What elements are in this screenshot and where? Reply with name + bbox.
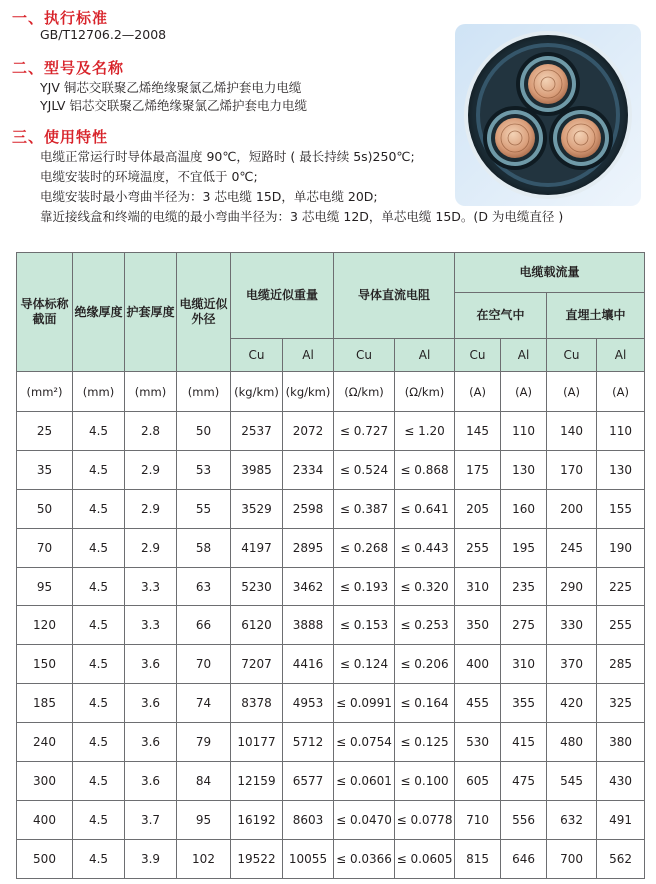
table-cell: 370 (547, 645, 597, 684)
table-cell: ≤ 0.206 (395, 645, 455, 684)
table-cell: 632 (547, 800, 597, 839)
table-cell: 3462 (283, 567, 334, 606)
header-outer-diameter: 电缆近似外径 (177, 253, 231, 372)
table-cell: 4.5 (73, 450, 125, 489)
header-section-area: 导体标称截面 (17, 253, 73, 372)
table-row (17, 645, 645, 684)
table-cell: 10055 (283, 839, 334, 878)
table-cell: 245 (547, 528, 597, 567)
table-cell: 605 (455, 762, 501, 801)
model-line-yjv: YJV 铜芯交联聚乙烯绝缘聚氯乙烯护套电力电缆 (40, 80, 302, 95)
table-cell: ≤ 0.125 (395, 723, 455, 762)
table-cell: 2334 (283, 450, 334, 489)
table-cell: ≤ 1.20 (395, 412, 455, 451)
table-cell: ≤ 0.0991 (334, 684, 395, 723)
table-cell: 225 (597, 567, 645, 606)
table-cell: 255 (597, 606, 645, 645)
table-cell: ≤ 0.0470 (334, 800, 395, 839)
header-weight-cu: Cu (231, 339, 283, 372)
table-cell: 2537 (231, 412, 283, 451)
table-cell: 2.9 (125, 528, 177, 567)
unit-cell: (Ω/km) (395, 372, 455, 412)
unit-cell: (A) (501, 372, 547, 412)
unit-cell: (mm²) (17, 372, 73, 412)
table-cell: 4953 (283, 684, 334, 723)
table-cell: 330 (547, 606, 597, 645)
table-cell: 380 (597, 723, 645, 762)
table-cell: 556 (501, 800, 547, 839)
table-cell: 530 (455, 723, 501, 762)
header-dc-resistance: 导体直流电阻 (334, 253, 455, 339)
table-cell: ≤ 0.193 (334, 567, 395, 606)
table-cell: 4.5 (73, 723, 125, 762)
table-cell: 110 (597, 412, 645, 451)
table-cell: 55 (177, 489, 231, 528)
table-row (17, 450, 645, 489)
table-cell: 4.5 (73, 567, 125, 606)
header-in-air: 在空气中 (455, 293, 547, 339)
table-cell: ≤ 0.164 (395, 684, 455, 723)
table-cell: 400 (17, 800, 73, 839)
table-cell: ≤ 0.0778 (395, 800, 455, 839)
table-cell: 19522 (231, 839, 283, 878)
table-cell: 6120 (231, 606, 283, 645)
table-cell: 545 (547, 762, 597, 801)
table-cell: 710 (455, 800, 501, 839)
header-weight-al: Al (283, 339, 334, 372)
table-cell: 420 (547, 684, 597, 723)
table-cell: 190 (597, 528, 645, 567)
table-cell: ≤ 0.268 (334, 528, 395, 567)
table-cell: 50 (17, 489, 73, 528)
table-cell: 4.5 (73, 645, 125, 684)
table-cell: 4.5 (73, 839, 125, 878)
standard-code: GB/T12706.2—2008 (40, 27, 167, 42)
feature-line-3: 电缆安装时最小弯曲半径为：3 芯电缆 15D，单芯电缆 20D; (40, 189, 378, 204)
table-cell: ≤ 0.868 (395, 450, 455, 489)
table-row (17, 528, 645, 567)
table-cell: 66 (177, 606, 231, 645)
table-cell: 3.3 (125, 567, 177, 606)
table-cell: ≤ 0.124 (334, 645, 395, 684)
header-buried-cu: Cu (547, 339, 597, 372)
unit-cell: (A) (597, 372, 645, 412)
table-cell: 2.8 (125, 412, 177, 451)
table-cell: ≤ 0.0605 (395, 839, 455, 878)
table-cell: ≤ 0.387 (334, 489, 395, 528)
table-cell: 140 (547, 412, 597, 451)
table-cell: 8378 (231, 684, 283, 723)
table-cell: 255 (455, 528, 501, 567)
table-cell: 275 (501, 606, 547, 645)
table-cell: 53 (177, 450, 231, 489)
table-cell: 491 (597, 800, 645, 839)
table-cell: 70 (17, 528, 73, 567)
table-cell: 4.5 (73, 489, 125, 528)
unit-cell: (A) (455, 372, 501, 412)
cable-cross-section-image (455, 24, 641, 206)
table-cell: 400 (455, 645, 501, 684)
table-cell: 4.5 (73, 684, 125, 723)
header-insulation-thickness: 绝缘厚度 (73, 253, 125, 372)
table-cell: 475 (501, 762, 547, 801)
table-cell: 4.5 (73, 412, 125, 451)
table-cell: 3.9 (125, 839, 177, 878)
feature-line-2: 电缆安装时的环境温度，不宜低于 0℃; (40, 169, 258, 184)
table-cell: 285 (597, 645, 645, 684)
table-cell: 130 (501, 450, 547, 489)
unit-cell: (mm) (125, 372, 177, 412)
table-row (17, 800, 645, 839)
table-cell: ≤ 0.0601 (334, 762, 395, 801)
table-cell: ≤ 0.320 (395, 567, 455, 606)
table-cell: 415 (501, 723, 547, 762)
table-row (17, 723, 645, 762)
table-cell: 145 (455, 412, 501, 451)
table-cell: 58 (177, 528, 231, 567)
table-cell: 480 (547, 723, 597, 762)
table-cell: 500 (17, 839, 73, 878)
units-row (17, 372, 645, 412)
table-cell: 2072 (283, 412, 334, 451)
table-row (17, 489, 645, 528)
table-cell: 155 (597, 489, 645, 528)
header-ampacity: 电缆载流量 (455, 253, 645, 293)
table-cell: ≤ 0.0366 (334, 839, 395, 878)
table-cell: ≤ 0.443 (395, 528, 455, 567)
table-row (17, 412, 645, 451)
table-cell: 12159 (231, 762, 283, 801)
unit-cell: (mm) (177, 372, 231, 412)
table-cell: 95 (177, 800, 231, 839)
table-cell: 3985 (231, 450, 283, 489)
table-cell: 3.7 (125, 800, 177, 839)
table-cell: ≤ 0.727 (334, 412, 395, 451)
table-cell: 102 (177, 839, 231, 878)
table-cell: 3529 (231, 489, 283, 528)
unit-cell: (A) (547, 372, 597, 412)
table-cell: 2598 (283, 489, 334, 528)
table-cell: 10177 (231, 723, 283, 762)
table-row (17, 606, 645, 645)
table-cell: 4416 (283, 645, 334, 684)
table-cell: 74 (177, 684, 231, 723)
table-cell: ≤ 0.253 (395, 606, 455, 645)
table-cell: 310 (501, 645, 547, 684)
table-cell: 150 (17, 645, 73, 684)
table-cell: 35 (17, 450, 73, 489)
table-cell: 4197 (231, 528, 283, 567)
table-cell: 310 (455, 567, 501, 606)
table-cell: 5712 (283, 723, 334, 762)
header-buried: 直埋土壤中 (547, 293, 645, 339)
table-cell: 3888 (283, 606, 334, 645)
table-cell: 63 (177, 567, 231, 606)
table-cell: 240 (17, 723, 73, 762)
table-row (17, 684, 645, 723)
table-cell: ≤ 0.153 (334, 606, 395, 645)
table-cell: 110 (501, 412, 547, 451)
table-cell: ≤ 0.0754 (334, 723, 395, 762)
table-cell: 170 (547, 450, 597, 489)
table-cell: 175 (455, 450, 501, 489)
unit-cell: (Ω/km) (334, 372, 395, 412)
table-cell: 646 (501, 839, 547, 878)
table-cell: 84 (177, 762, 231, 801)
model-line-yjlv: YJLV 铝芯交联聚乙烯绝缘聚氯乙烯护套电力电缆 (40, 98, 307, 113)
table-cell: 235 (501, 567, 547, 606)
table-cell: 25 (17, 412, 73, 451)
table-cell: 4.5 (73, 762, 125, 801)
table-cell: 562 (597, 839, 645, 878)
header-air-al: Al (501, 339, 547, 372)
table-cell: 290 (547, 567, 597, 606)
unit-cell: (mm) (73, 372, 125, 412)
header-sheath-thickness: 护套厚度 (125, 253, 177, 372)
table-cell: 700 (547, 839, 597, 878)
header-resistance-cu: Cu (334, 339, 395, 372)
table-cell: 3.6 (125, 684, 177, 723)
table-cell: 355 (501, 684, 547, 723)
table-cell: ≤ 0.641 (395, 489, 455, 528)
table-cell: 455 (455, 684, 501, 723)
table-cell: 4.5 (73, 800, 125, 839)
header-air-cu: Cu (455, 339, 501, 372)
table-cell: 160 (501, 489, 547, 528)
table-row (17, 762, 645, 801)
section-title-features: 三、使用特性 (12, 128, 109, 146)
unit-cell: (kg/km) (283, 372, 334, 412)
table-cell: 195 (501, 528, 547, 567)
table-cell: 6577 (283, 762, 334, 801)
unit-cell: (kg/km) (231, 372, 283, 412)
header-resistance-al: Al (395, 339, 455, 372)
section-title-standard: 一、执行标准 (12, 9, 109, 27)
table-cell: 130 (597, 450, 645, 489)
table-cell: 95 (17, 567, 73, 606)
cable-spec-table (16, 252, 645, 879)
feature-line-4: 靠近接线盒和终端的电缆的最小弯曲半径为：3 芯电缆 12D，单芯电缆 15D。(D 为电缆直径 ) (40, 209, 564, 224)
table-cell: 815 (455, 839, 501, 878)
table-cell: 79 (177, 723, 231, 762)
feature-line-1: 电缆正常运行时导体最高温度 90℃，短路时 ( 最长持续 5s)250℃; (40, 149, 415, 164)
table-row (17, 567, 645, 606)
table-cell: 430 (597, 762, 645, 801)
table-cell: 50 (177, 412, 231, 451)
table-cell: 205 (455, 489, 501, 528)
table-cell: 4.5 (73, 528, 125, 567)
table-cell: 3.3 (125, 606, 177, 645)
table-cell: 2895 (283, 528, 334, 567)
header-buried-al: Al (597, 339, 645, 372)
table-cell: 120 (17, 606, 73, 645)
table-row (17, 839, 645, 878)
table-cell: 4.5 (73, 606, 125, 645)
table-cell: 300 (17, 762, 73, 801)
table-cell: 70 (177, 645, 231, 684)
table-cell: 8603 (283, 800, 334, 839)
table-cell: 325 (597, 684, 645, 723)
table-cell: 350 (455, 606, 501, 645)
section-title-model: 二、型号及名称 (12, 59, 125, 77)
table-cell: 2.9 (125, 489, 177, 528)
table-cell: ≤ 0.524 (334, 450, 395, 489)
table-cell: 185 (17, 684, 73, 723)
table-cell: ≤ 0.100 (395, 762, 455, 801)
table-cell: 3.6 (125, 645, 177, 684)
table-cell: 200 (547, 489, 597, 528)
table-cell: 3.6 (125, 723, 177, 762)
table-cell: 7207 (231, 645, 283, 684)
table-cell: 16192 (231, 800, 283, 839)
table-cell: 5230 (231, 567, 283, 606)
table-cell: 2.9 (125, 450, 177, 489)
table-cell: 3.6 (125, 762, 177, 801)
header-approx-weight: 电缆近似重量 (231, 253, 334, 339)
